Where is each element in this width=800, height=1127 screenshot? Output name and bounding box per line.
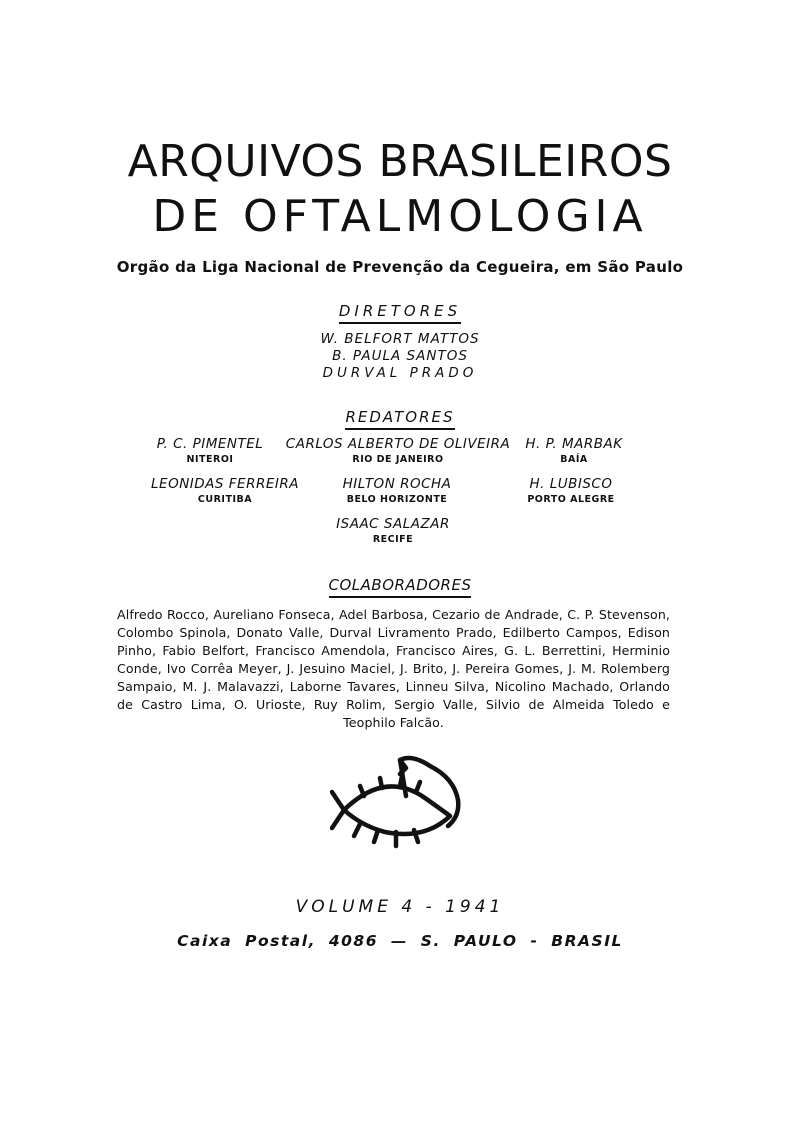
editor-city: NITEROI bbox=[186, 454, 234, 465]
editor-name: LEONIDAS FERREIRA bbox=[151, 476, 299, 492]
editor-entry bbox=[253, 516, 533, 547]
editor-city: RECIFE bbox=[372, 534, 414, 545]
editor-entry bbox=[431, 476, 711, 507]
editor-entry bbox=[434, 436, 714, 467]
collaborators-list: Alfredo Rocco, Aureliano Fonseca, Adel Barbosa, Cezario de Andrade, C. P. Stevenson, Colombo Spinola, Donato Valle, Durval Livramento Prado, Edilberto Campos, Edison Pinho, Fabio Belfort, Francisco Amendola, Francisco Aires, G. L. Berrettini, Herminio Conde, Ivo Corrêa Meyer, J. Jesuino Maciel, J. Brito, J. Pereira Gomes, J. M. Rolemberg Sampaio, M. J. Malavazzi, Laborne Tavares, Linneu Silva, Nicolino Machado, Orlando de Castro Lima, O. Urioste, Ruy Rolim, Sergio Valle, Silvio de Almeida Toledo e Teophilo Falcão. bbox=[117, 607, 670, 730]
editor-city: BAÍA bbox=[560, 454, 588, 465]
editor-city: RIO DE JANEIRO bbox=[352, 454, 444, 465]
directors-list bbox=[0, 331, 800, 382]
journal-title-line2: DE OFTALMOLOGIA bbox=[152, 191, 648, 242]
editor-name: P. C. PIMENTEL bbox=[156, 436, 264, 452]
collaborators-heading: COLABORADORES bbox=[0, 576, 800, 594]
editor-name: ISAAC SALAZAR bbox=[336, 516, 450, 532]
address-line: Caixa Postal, 4086 — S. PAULO - BRASIL bbox=[177, 932, 623, 950]
directors-heading: DIRETORES bbox=[0, 302, 800, 320]
director-name: W. BELFORT MATTOS bbox=[320, 331, 480, 347]
editor-name: HILTON ROCHA bbox=[342, 476, 452, 492]
volume-line: VOLUME 4 - 1941 bbox=[295, 897, 505, 917]
editor-city: CURITIBA bbox=[197, 494, 253, 505]
editors-heading: REDATORES bbox=[0, 408, 800, 426]
editor-name: H. P. MARBAK bbox=[525, 436, 623, 452]
editor-city: BELO HORIZONTE bbox=[346, 494, 448, 505]
director-name: B. PAULA SANTOS bbox=[332, 348, 468, 364]
editor-name: H. LUBISCO bbox=[529, 476, 613, 492]
eye-emblem-icon bbox=[330, 752, 470, 860]
editor-city: PORTO ALEGRE bbox=[527, 494, 615, 505]
editor-name: CARLOS ALBERTO DE OLIVEIRA bbox=[285, 436, 511, 452]
journal-title-line1: ARQUIVOS BRASILEIROS bbox=[127, 136, 673, 187]
journal-subtitle: Orgão da Liga Nacional de Prevenção da Cegueira, em São Paulo bbox=[116, 258, 684, 276]
director-name: DURVAL PRADO bbox=[322, 365, 478, 381]
